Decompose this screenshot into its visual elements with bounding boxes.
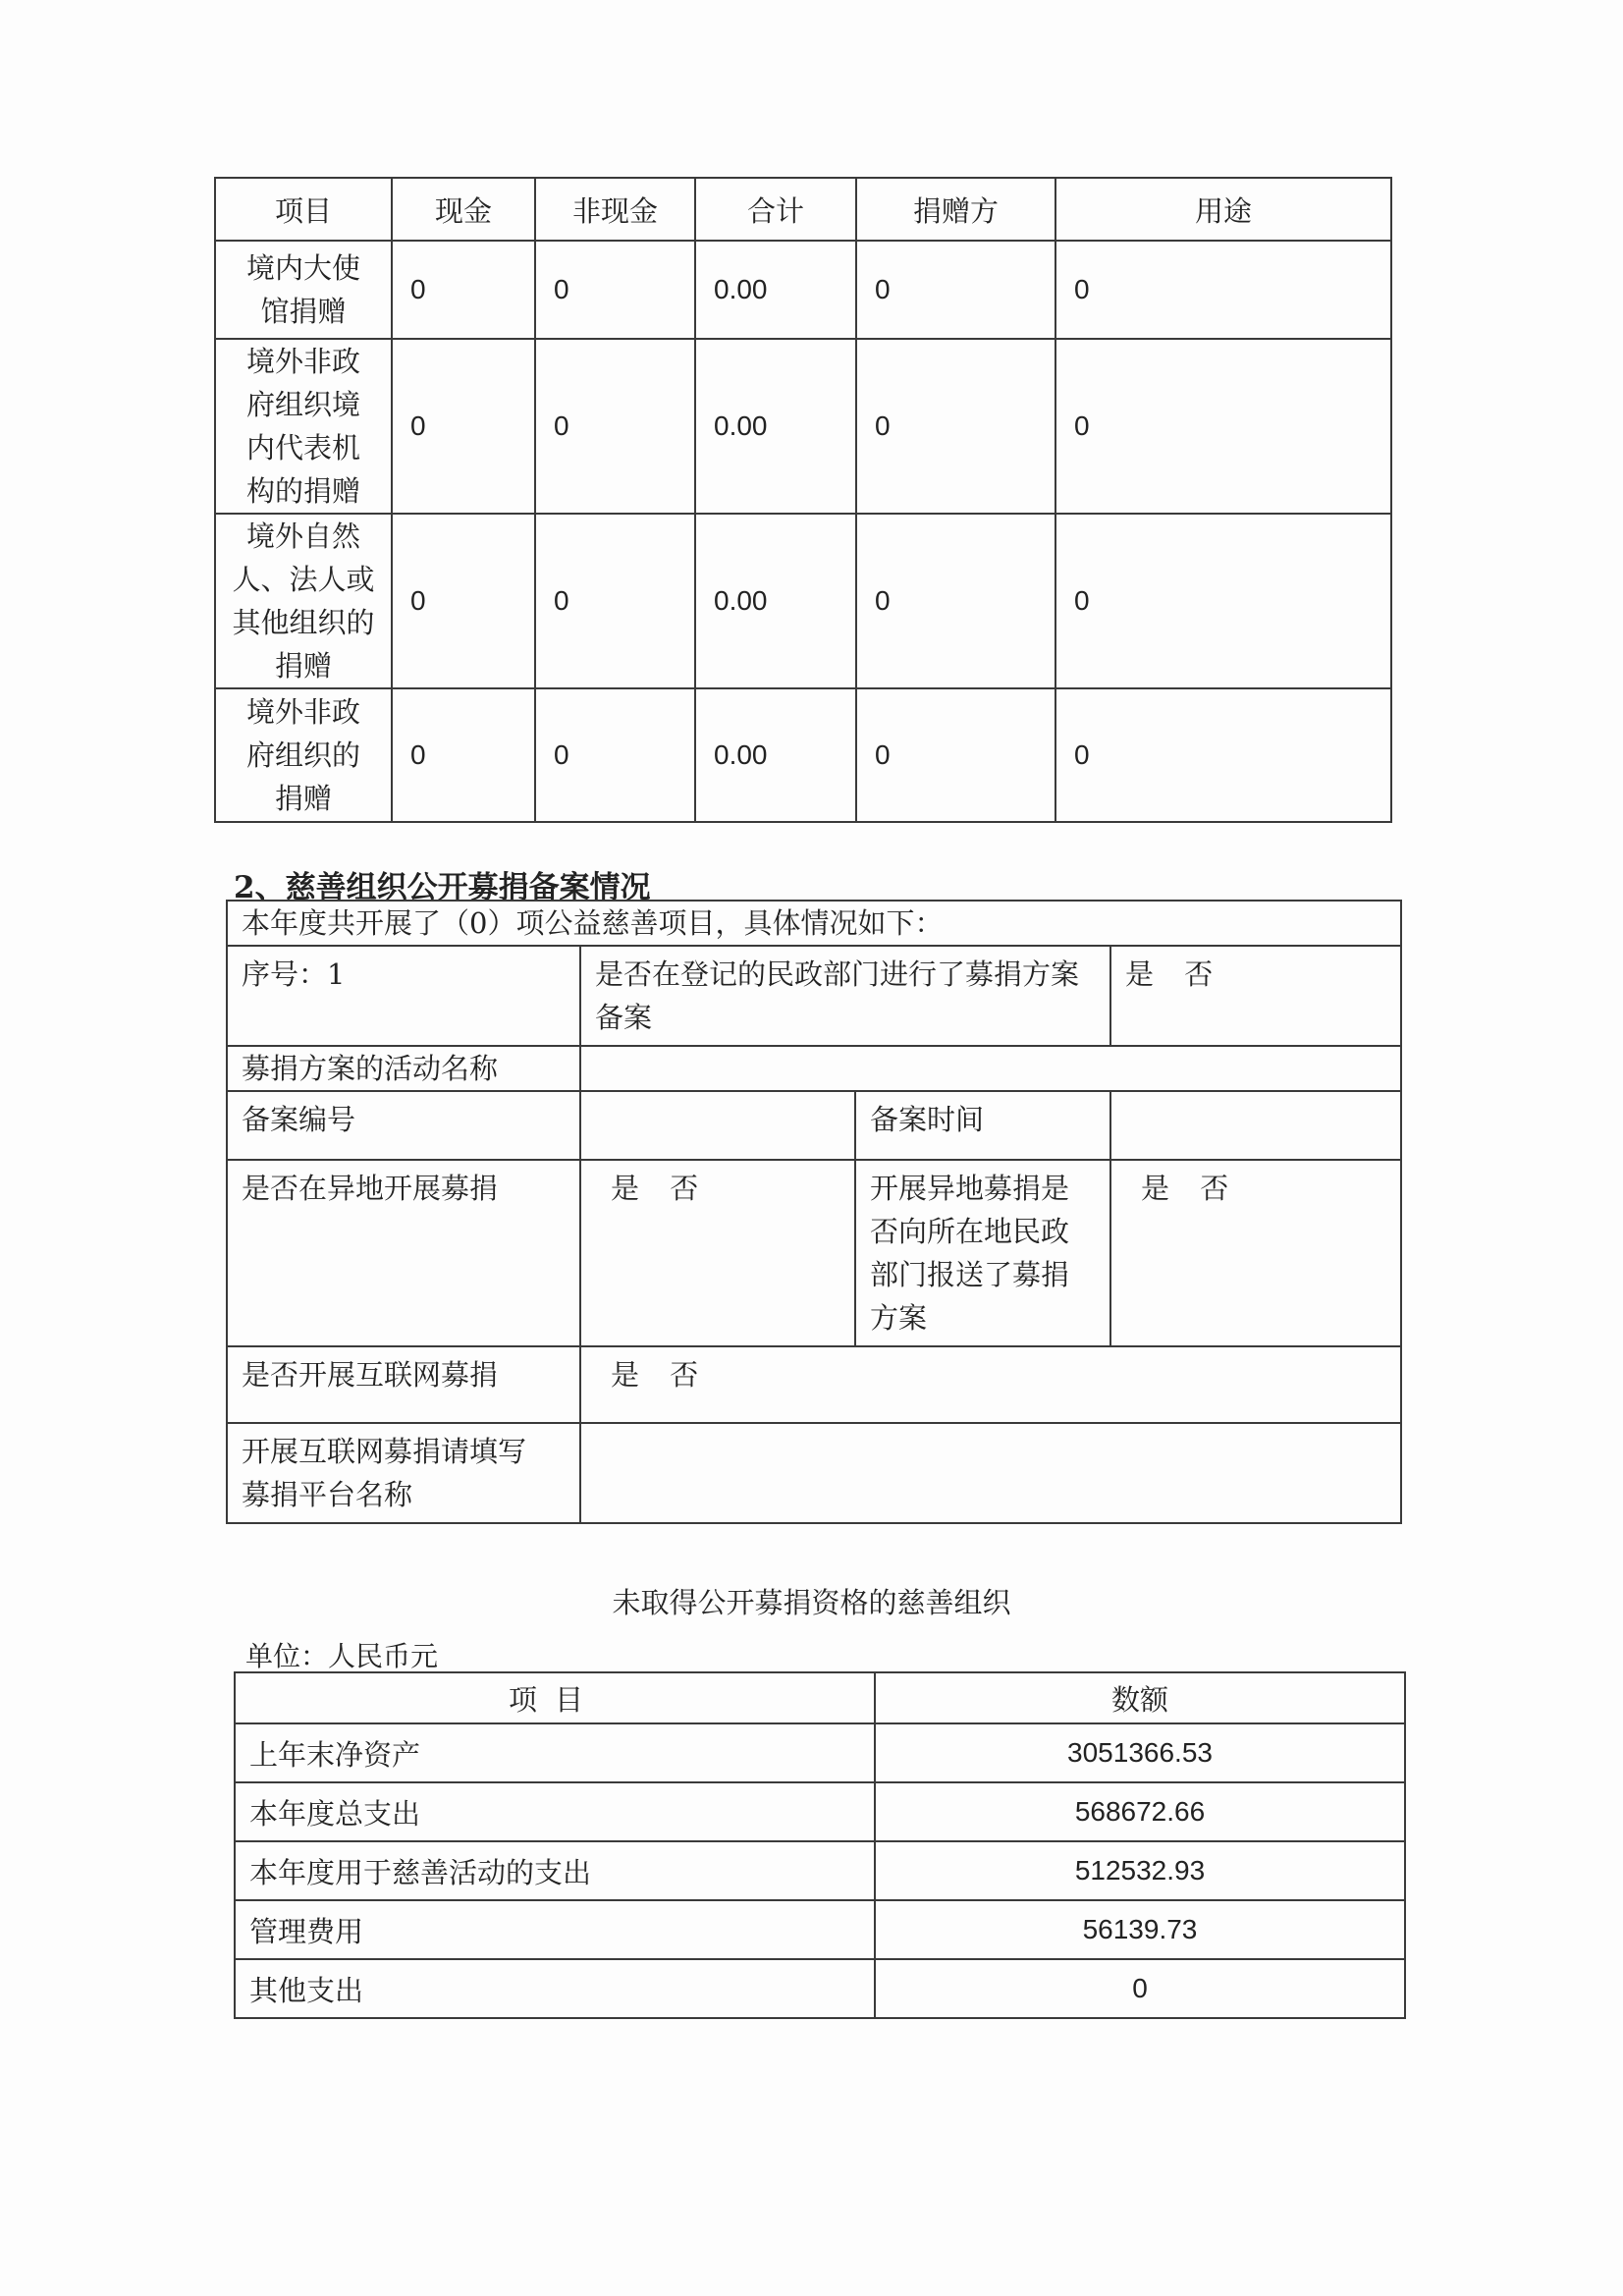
noncash-cell: 0 [535, 688, 695, 822]
column-header: 合计 [695, 178, 856, 241]
value-cell: 0 [875, 1959, 1405, 2018]
offsite-options: 是 否 [580, 1160, 855, 1346]
noncash-cell: 0 [535, 339, 695, 514]
purpose-cell: 0 [1055, 688, 1391, 822]
table-row [235, 1900, 1405, 1959]
filing-time-label: 备案时间 [855, 1091, 1110, 1160]
purpose-cell: 0 [1055, 339, 1391, 514]
value-cell: 3051366.53 [875, 1723, 1405, 1782]
summary-table [234, 1671, 1406, 2019]
internet-row [227, 1346, 1401, 1423]
noncash-cell: 0 [535, 514, 695, 688]
filing-number-label: 备案编号 [227, 1091, 580, 1160]
internet-label: 是否开展互联网募捐 [227, 1346, 580, 1423]
fundraising-filing-table [226, 900, 1402, 1524]
donation-table [214, 177, 1392, 823]
filed-question: 是否在登记的民政部门进行了募捐方案备案 [580, 946, 1110, 1046]
purpose-cell: 0 [1055, 241, 1391, 339]
cash-cell: 0 [392, 688, 535, 822]
column-header: 数额 [875, 1672, 1405, 1723]
table-row [215, 688, 1391, 822]
internet-options: 是 否 [580, 1346, 1401, 1423]
section-heading: 2、慈善组织公开募捐备案情况 [234, 870, 651, 905]
table-row [235, 1723, 1405, 1782]
filing-number-value [580, 1091, 855, 1160]
offsite-reported-options: 是 否 [1110, 1160, 1401, 1346]
value-cell: 512532.93 [875, 1841, 1405, 1900]
item-cell: 管理费用 [235, 1900, 875, 1959]
offsite-label: 是否在异地开展募捐 [227, 1160, 580, 1346]
column-header: 现金 [392, 178, 535, 241]
total-cell: 0.00 [695, 339, 856, 514]
intro-text: 本年度共开展了（0）项公益慈善项目，具体情况如下： [227, 901, 1401, 946]
row-label: 境外非政府组织境内代表机构的捐赠 [215, 339, 392, 514]
row-label: 境外自然人、法人或其他组织的捐赠 [215, 514, 392, 688]
item-cell: 上年末净资产 [235, 1723, 875, 1782]
total-cell: 0.00 [695, 514, 856, 688]
cash-cell: 0 [392, 514, 535, 688]
offsite-reported-label: 开展异地募捐是否向所在地民政部门报送了募捐方案 [855, 1160, 1110, 1346]
filing-number-row [227, 1091, 1401, 1160]
table-row [235, 1841, 1405, 1900]
value-cell: 56139.73 [875, 1900, 1405, 1959]
table-row [235, 1959, 1405, 2018]
donor-cell: 0 [856, 688, 1055, 822]
donor-cell: 0 [856, 241, 1055, 339]
offsite-row [227, 1160, 1401, 1346]
cash-cell: 0 [392, 339, 535, 514]
value-cell: 568672.66 [875, 1782, 1405, 1841]
table-row [235, 1782, 1405, 1841]
column-header: 用途 [1055, 178, 1391, 241]
item-cell: 本年度用于慈善活动的支出 [235, 1841, 875, 1900]
donor-cell: 0 [856, 514, 1055, 688]
serial-row [227, 946, 1401, 1046]
column-header: 非现金 [535, 178, 695, 241]
table-row [215, 514, 1391, 688]
filing-time-value [1110, 1091, 1401, 1160]
row-label: 境内大使馆捐赠 [215, 241, 392, 339]
table-row [215, 241, 1391, 339]
table-header-row [235, 1672, 1405, 1723]
serial-number: 序号：1 [227, 946, 580, 1046]
noncash-cell: 0 [535, 241, 695, 339]
intro-row [227, 901, 1401, 946]
filed-options: 是 否 [1110, 946, 1401, 1046]
table-row [215, 339, 1391, 514]
activity-name-label: 募捐方案的活动名称 [227, 1046, 580, 1091]
table-header-row [215, 178, 1391, 241]
column-header: 项目 [215, 178, 392, 241]
row-label: 境外非政府组织的捐赠 [215, 688, 392, 822]
item-cell: 本年度总支出 [235, 1782, 875, 1841]
cash-cell: 0 [392, 241, 535, 339]
platform-label: 开展互联网募捐请填写募捐平台名称 [227, 1423, 580, 1523]
platform-row [227, 1423, 1401, 1523]
unit-label: 单位：人民币元 [245, 1640, 439, 1672]
activity-name-value [580, 1046, 1401, 1091]
donor-cell: 0 [856, 339, 1055, 514]
total-cell: 0.00 [695, 688, 856, 822]
total-cell: 0.00 [695, 241, 856, 339]
column-header: 项目 [235, 1672, 875, 1723]
summary-caption: 未取得公开募捐资格的慈善组织 [612, 1586, 1011, 1619]
item-cell: 其他支出 [235, 1959, 875, 2018]
purpose-cell: 0 [1055, 514, 1391, 688]
platform-value [580, 1423, 1401, 1523]
column-header: 捐赠方 [856, 178, 1055, 241]
activity-name-row [227, 1046, 1401, 1091]
